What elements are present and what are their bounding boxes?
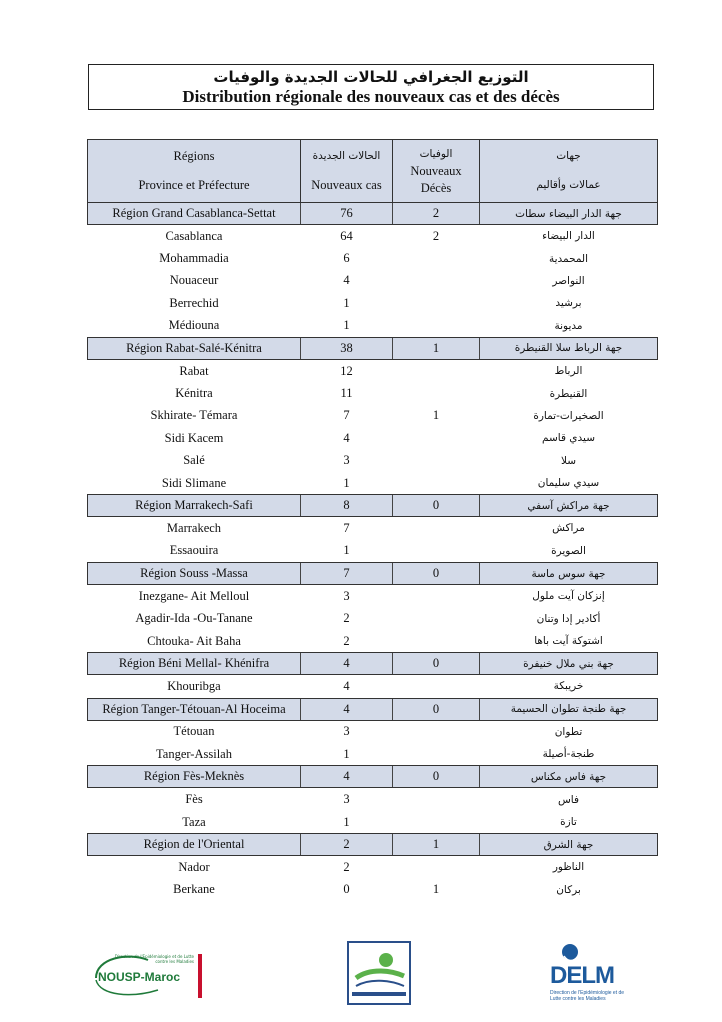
deaths-cell [393, 359, 480, 382]
deaths-cell [393, 247, 480, 269]
deaths-cell [393, 856, 480, 879]
header-regions-ar [480, 140, 658, 203]
name-ar-cell: برشيد [555, 297, 582, 310]
region-row [88, 766, 658, 788]
title-arabic: التوزيع الجغرافي للحالات الجديدة والوفيات [213, 68, 529, 86]
name-fr-cell: Berrechid [169, 295, 219, 310]
cases-cell: 1 [343, 746, 350, 761]
name-fr-cell: Région Marrakech-Safi [88, 495, 301, 517]
province-row [88, 382, 658, 404]
name-ar-cell: أكادير إدا وتنان [536, 612, 601, 625]
cases-cell: 11 [340, 386, 353, 401]
deaths-cell: 0 [393, 653, 480, 675]
cases-cell: 1 [343, 295, 350, 310]
header-regions [88, 140, 301, 203]
name-ar-cell: النواصر [552, 274, 585, 287]
ministry-logo [346, 940, 412, 1006]
province-row [88, 270, 658, 292]
header-deaths-fr-1: Nouveaux [410, 163, 462, 178]
deaths-cell: 0 [393, 698, 480, 720]
name-fr-cell: Skhirate- Témara [150, 408, 238, 423]
name-fr-cell: Région Rabat-Salé-Kénitra [88, 337, 301, 359]
cases-cell: 7 [343, 408, 350, 423]
table-body [88, 203, 658, 901]
cases-cell: 0 [343, 882, 350, 897]
name-ar-cell: مراكش [552, 522, 585, 535]
nousp-subtitle: Direction de l'Epidémiologie et de Lutte contre les Maladies [114, 954, 194, 964]
deaths-cell [393, 382, 480, 404]
deaths-cell: 0 [393, 766, 480, 788]
name-fr-cell: Sidi Kacem [164, 430, 224, 445]
name-ar-cell: جهة الدار البيضاء سطات [480, 203, 658, 225]
province-row [88, 517, 658, 540]
cases-cell: 4 [301, 698, 393, 720]
name-fr-cell: Agadir-Ida -Ou-Tanane [135, 611, 253, 626]
region-row [88, 203, 658, 225]
name-ar-cell: الناظور [552, 861, 585, 874]
name-ar-cell: الصخيرات-تمارة [533, 409, 604, 422]
province-row [88, 630, 658, 653]
cases-cell: 4 [343, 678, 350, 693]
province-row [88, 472, 658, 495]
name-ar-cell: مديونة [554, 319, 583, 332]
cases-cell: 38 [301, 337, 393, 359]
name-fr-cell: Taza [182, 814, 206, 829]
header-regions-ar-label: جهات [556, 150, 581, 162]
name-fr-cell: Région Grand Casablanca-Settat [88, 203, 301, 225]
table-header-row [88, 140, 658, 203]
name-fr-cell: Région Béni Mellal- Khénifra [88, 653, 301, 675]
name-fr-cell: Région Tanger-Tétouan-Al Hoceima [88, 698, 301, 720]
cases-cell: 4 [301, 766, 393, 788]
delm-logo [546, 942, 638, 1006]
name-ar-cell: إنزكان آيت ملول [532, 590, 605, 603]
province-row [88, 225, 658, 248]
title-french: Distribution régionale des nouveaux cas et des décès [182, 87, 560, 106]
header-deaths-fr-2: Décès [420, 180, 452, 195]
header-cases [301, 140, 393, 203]
deaths-cell [393, 540, 480, 563]
name-ar-cell: سيدي سليمان [537, 477, 600, 490]
cases-cell: 8 [301, 495, 393, 517]
header-deaths-ar: الوفيات [419, 147, 453, 160]
deaths-cell: 1 [393, 337, 480, 359]
region-row [88, 563, 658, 585]
province-row [88, 856, 658, 879]
cases-cell: 7 [301, 563, 393, 585]
name-fr-cell: Région Souss -Massa [88, 563, 301, 585]
name-ar-cell: جهة طنجة تطوان الحسيمة [480, 698, 658, 720]
name-fr-cell: Nouaceur [169, 273, 219, 288]
cases-cell: 2 [343, 633, 350, 648]
region-row [88, 834, 658, 856]
name-fr-cell: Khouribga [167, 678, 221, 693]
deaths-cell [393, 585, 480, 608]
name-fr-cell: Tétouan [173, 724, 215, 739]
name-fr-cell: Nador [178, 859, 210, 874]
deaths-cell: 2 [393, 203, 480, 225]
deaths-cell: 1 [432, 882, 440, 897]
province-row [88, 450, 658, 472]
deaths-cell [393, 427, 480, 449]
deaths-cell: 1 [432, 408, 440, 423]
cases-cell: 12 [340, 363, 353, 378]
name-ar-cell: تطوان [554, 725, 583, 738]
name-ar-cell: خريبكة [553, 680, 584, 693]
deaths-cell [393, 743, 480, 766]
deaths-cell [393, 811, 480, 834]
name-ar-cell: جهة مراكش آسفي [480, 495, 658, 517]
name-ar-cell: المحمدية [548, 252, 589, 265]
deaths-cell [393, 472, 480, 495]
cases-cell: 2 [301, 834, 393, 856]
name-fr-cell: Essaouira [169, 543, 219, 558]
name-ar-cell: اشتوكة آيت باها [534, 635, 603, 648]
province-row [88, 405, 658, 427]
deaths-cell [393, 675, 480, 698]
cases-cell: 3 [343, 588, 350, 603]
name-fr-cell: Région Fès-Meknès [88, 766, 301, 788]
header-cases-ar: الحالات الجديدة [312, 150, 381, 162]
name-ar-cell: طنجة-أصيلة [542, 748, 595, 761]
deaths-cell [393, 292, 480, 314]
name-fr-cell: Marrakech [166, 520, 222, 535]
province-row [88, 720, 658, 743]
name-ar-cell: جهة بني ملال خنيفرة [480, 653, 658, 675]
region-row [88, 495, 658, 517]
cases-cell: 6 [343, 251, 350, 266]
province-row [88, 540, 658, 563]
name-fr-cell: Rabat [179, 363, 209, 378]
name-fr-cell: Fès [185, 792, 203, 807]
cases-cell: 4 [301, 653, 393, 675]
deaths-cell [393, 607, 480, 629]
province-row [88, 585, 658, 608]
province-row [88, 743, 658, 766]
name-ar-cell: جهة الرباط سلا القنيطرة [480, 337, 658, 359]
province-row [88, 427, 658, 449]
name-fr-cell: Kénitra [175, 386, 213, 401]
header-province-fr: Province et Préfecture [138, 178, 250, 192]
name-fr-cell: Chtouka- Ait Baha [147, 633, 241, 648]
deaths-cell [393, 630, 480, 653]
ministry-emblem-icon [346, 940, 412, 1006]
name-ar-cell: جهة فاس مكناس [480, 766, 658, 788]
deaths-cell: 2 [432, 228, 440, 243]
name-fr-cell: Inezgane- Ait Melloul [138, 588, 250, 603]
name-ar-cell: الدار البيضاء [542, 230, 595, 243]
deaths-cell [393, 720, 480, 743]
region-row [88, 653, 658, 675]
nousp-logo [88, 950, 206, 1000]
name-ar-cell: الرباط [554, 365, 583, 378]
province-row [88, 247, 658, 269]
province-row [88, 292, 658, 314]
province-row [88, 675, 658, 698]
region-row [88, 698, 658, 720]
delm-emblem-icon [546, 942, 638, 964]
cases-cell: 3 [343, 792, 350, 807]
header-deaths [393, 140, 480, 203]
deaths-cell [393, 270, 480, 292]
province-row [88, 607, 658, 629]
delm-subtitle: Direction de l'Epidémiologie et de Lutte contre les Maladies [550, 990, 625, 1002]
header-cases-fr: Nouveaux cas [311, 178, 382, 192]
name-fr-cell: Tanger-Assilah [156, 746, 232, 761]
cases-cell: 1 [343, 475, 350, 490]
name-ar-cell: الصويرة [551, 544, 586, 557]
cases-cell: 2 [343, 859, 350, 874]
deaths-cell: 0 [393, 563, 480, 585]
cases-cell: 4 [343, 430, 350, 445]
name-fr-cell: Salé [183, 453, 205, 468]
name-ar-cell: سلا [560, 454, 577, 467]
name-ar-cell: سيدي قاسم [541, 432, 596, 445]
deaths-cell [393, 517, 480, 540]
province-row [88, 359, 658, 382]
name-ar-cell: بركان [556, 883, 581, 896]
name-fr-cell: Médiouna [168, 318, 220, 333]
deaths-cell [393, 788, 480, 811]
title-box [88, 64, 654, 110]
province-row [88, 811, 658, 834]
name-ar-cell: فاس [557, 793, 580, 806]
delm-name: DELM [550, 962, 614, 989]
cases-cell: 3 [343, 724, 350, 739]
name-ar-cell: تازة [560, 816, 577, 828]
header-regions-fr: Régions [173, 149, 215, 163]
province-row [88, 879, 658, 901]
name-fr-cell: Casablanca [165, 228, 223, 243]
name-fr-cell: Sidi Slimane [161, 475, 227, 490]
name-fr-cell: Berkane [173, 882, 215, 897]
nousp-name: NOUSP-Maroc [98, 970, 181, 984]
province-row [88, 315, 658, 338]
name-ar-cell: جهة سوس ماسة [480, 563, 658, 585]
cases-cell: 1 [343, 318, 350, 333]
distribution-table [87, 139, 658, 901]
cases-cell: 1 [343, 543, 350, 558]
cases-cell: 2 [343, 611, 350, 626]
province-row [88, 788, 658, 811]
header-province-ar: عمالات وأقاليم [536, 179, 601, 191]
cases-cell: 3 [343, 453, 350, 468]
deaths-cell: 0 [393, 495, 480, 517]
name-fr-cell: Région de l'Oriental [88, 834, 301, 856]
deaths-cell [393, 450, 480, 472]
region-row [88, 337, 658, 359]
cases-cell: 7 [343, 520, 350, 535]
cases-cell: 1 [343, 814, 350, 829]
cases-cell: 64 [340, 228, 353, 243]
cases-cell: 76 [301, 203, 393, 225]
cases-cell: 4 [343, 273, 350, 288]
name-ar-cell: القنيطرة [549, 387, 588, 400]
name-fr-cell: Mohammadia [159, 251, 229, 266]
deaths-cell: 1 [393, 834, 480, 856]
name-ar-cell: جهة الشرق [480, 834, 658, 856]
deaths-cell [393, 315, 480, 338]
